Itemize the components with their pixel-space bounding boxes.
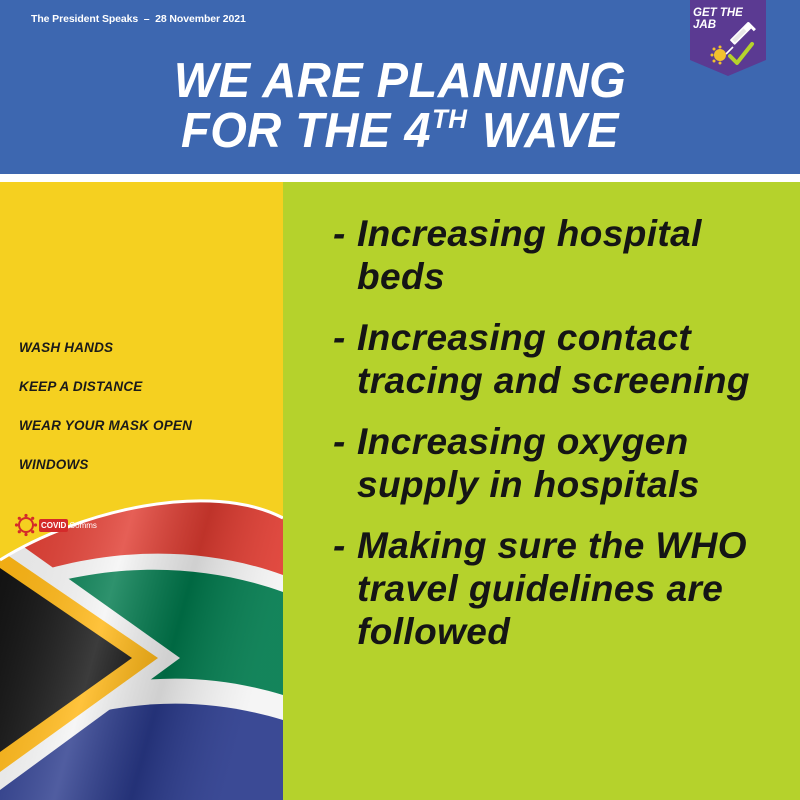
- brand-name-part-1: COVID: [41, 520, 67, 530]
- virus-logo-icon: [14, 513, 38, 537]
- tip-item: WASH HANDS: [19, 340, 114, 355]
- headline-ordinal-suffix: TH: [431, 104, 468, 134]
- header-banner: [0, 0, 800, 174]
- bullet-dash: -: [333, 421, 346, 462]
- brand-name-part-2: Comms: [69, 520, 97, 530]
- covid-comms-logo: [14, 512, 97, 538]
- headline-line-1: WE ARE PLANNING: [173, 54, 627, 108]
- planning-point: [333, 316, 793, 402]
- bullet-dash: -: [333, 525, 346, 566]
- planning-points-list: [333, 212, 793, 671]
- planning-point-text: Increasing hospital beds: [357, 213, 702, 297]
- badge-text-line-2: JAB: [693, 19, 717, 31]
- badge-text: [693, 7, 751, 31]
- planning-point: [333, 524, 793, 653]
- planning-point-text: Increasing contact tracing and screening: [357, 317, 750, 401]
- header-separator: [0, 174, 800, 182]
- tip-item: KEEP A DISTANCE: [19, 379, 143, 394]
- planning-point-text: Making sure the WHO travel guidelines are followed: [357, 525, 747, 652]
- headline: [54, 56, 745, 163]
- bullet-dash: -: [333, 213, 346, 254]
- left-panel: [0, 182, 283, 800]
- bullet-dash: -: [333, 317, 346, 358]
- tip-item: WEAR YOUR MASK OPEN: [19, 418, 193, 433]
- badge-text-line-1: GET THE: [693, 7, 743, 19]
- headline-line-2: [54, 106, 745, 163]
- headline-line-2-start: FOR THE 4: [181, 104, 432, 158]
- headline-line-2-end: WAVE: [468, 104, 619, 158]
- header-subtitle: The President Speaks – 28 November 2021: [31, 13, 246, 25]
- safety-tips-list: [19, 340, 192, 496]
- planning-point-text: Increasing oxygen supply in hospitals: [357, 421, 700, 505]
- tip-item: WINDOWS: [19, 457, 89, 472]
- planning-point: [333, 420, 793, 506]
- right-panel: [283, 182, 800, 800]
- planning-point: [333, 212, 793, 298]
